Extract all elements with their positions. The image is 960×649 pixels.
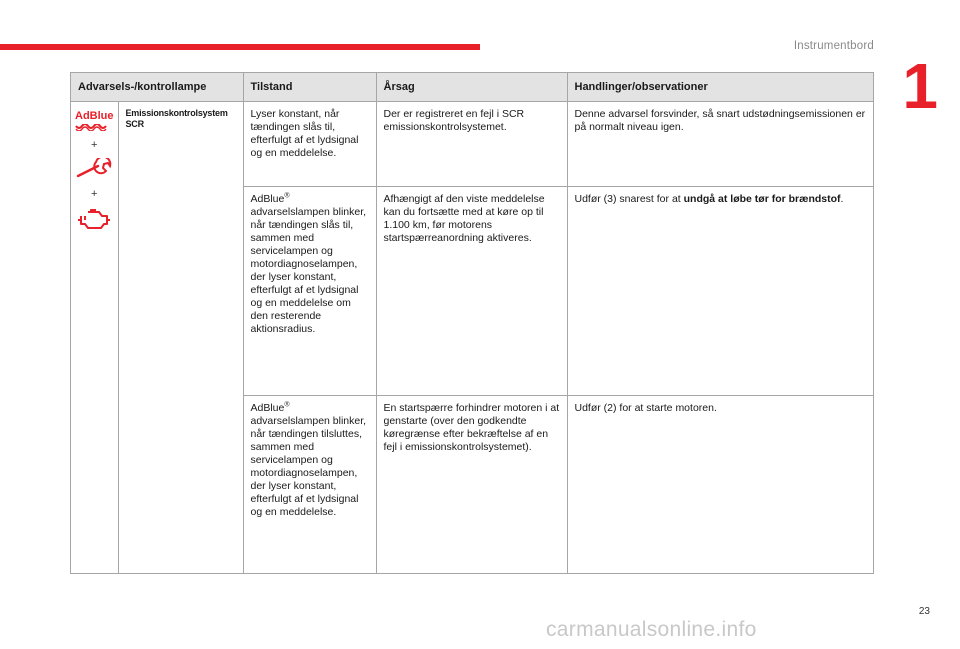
column-header-state: Tilstand — [243, 73, 376, 102]
section-title: Instrumentbord — [793, 40, 874, 52]
column-header-cause: Årsag — [376, 73, 567, 102]
lamp-icons-cell — [71, 102, 119, 574]
table-header-row — [71, 73, 874, 102]
column-header-lamp: Advarsels-/kontrollampe — [71, 73, 244, 102]
action-end: . — [840, 193, 844, 205]
adblue-icon-label: AdBlue — [75, 110, 114, 122]
adblue-wave-icon — [75, 124, 109, 131]
cause-cell: Afhængigt af den viste meddelelse kan du fortsætte med at køre op til 1.100 km, før motorens startspærreanordning aktiveres. — [376, 187, 567, 396]
state-cell — [243, 187, 376, 396]
page-number: 23 — [918, 606, 930, 617]
component-name: Emissionskontrolsystem SCR — [118, 102, 243, 574]
registered-mark: ® — [284, 192, 290, 200]
adblue-brand: AdBlue — [250, 402, 285, 414]
registered-mark: ® — [284, 401, 290, 409]
top-accent-bar — [0, 44, 480, 50]
warning-lamp-table — [70, 72, 874, 574]
column-header-action: Handlinger/observationer — [567, 73, 874, 102]
adblue-brand: AdBlue — [250, 193, 285, 205]
state-cell: Lyser konstant, når tændingen slås til, efterfulgt af et lydsignal og en meddelelse. — [243, 102, 376, 187]
plus-separator: + — [91, 188, 98, 200]
action-text: Udfør (3) snarest for at — [574, 193, 684, 205]
action-cell: Denne advarsel forsvinder, så snart udstødningsemissionen er på normalt niveau igen. — [567, 102, 874, 187]
table-row — [71, 102, 874, 187]
state-text: advarselslampen blinker, når tændingen tilsluttes, sammen med servicelampen og motordiagnoselampen, der lyser konstant, efterfulgt af et lydsignal og en meddelelse. — [250, 415, 367, 518]
state-cell — [243, 396, 376, 574]
cause-cell: Der er registreret en fejl i SCR emissionskontrolsystemet. — [376, 102, 567, 187]
engine-icon — [77, 207, 111, 231]
plus-separator: + — [91, 139, 98, 151]
action-cell: Udfør (2) for at starte motoren. — [567, 396, 874, 574]
adblue-icon — [75, 110, 114, 131]
wrench-icon — [76, 158, 112, 180]
action-emphasis: undgå at løbe tør for brændstof — [683, 193, 841, 205]
state-text: advarselslampen blinker, når tændingen slås til, sammen med servicelampen og motordiagnoselampen, der lyser konstant, efterfulgt af et lydsignal og en meddelelse om den resterende aktionsradius. — [250, 206, 367, 335]
action-cell — [567, 187, 874, 396]
watermark: carmanualsonline.info — [546, 618, 757, 641]
cause-cell: En startspærre forhindrer motoren i at genstarte (over den godkendte køregrænse efter bekræftelse af en fejl i emissionskontrolsystemet). — [376, 396, 567, 574]
chapter-number: 1 — [902, 50, 938, 122]
